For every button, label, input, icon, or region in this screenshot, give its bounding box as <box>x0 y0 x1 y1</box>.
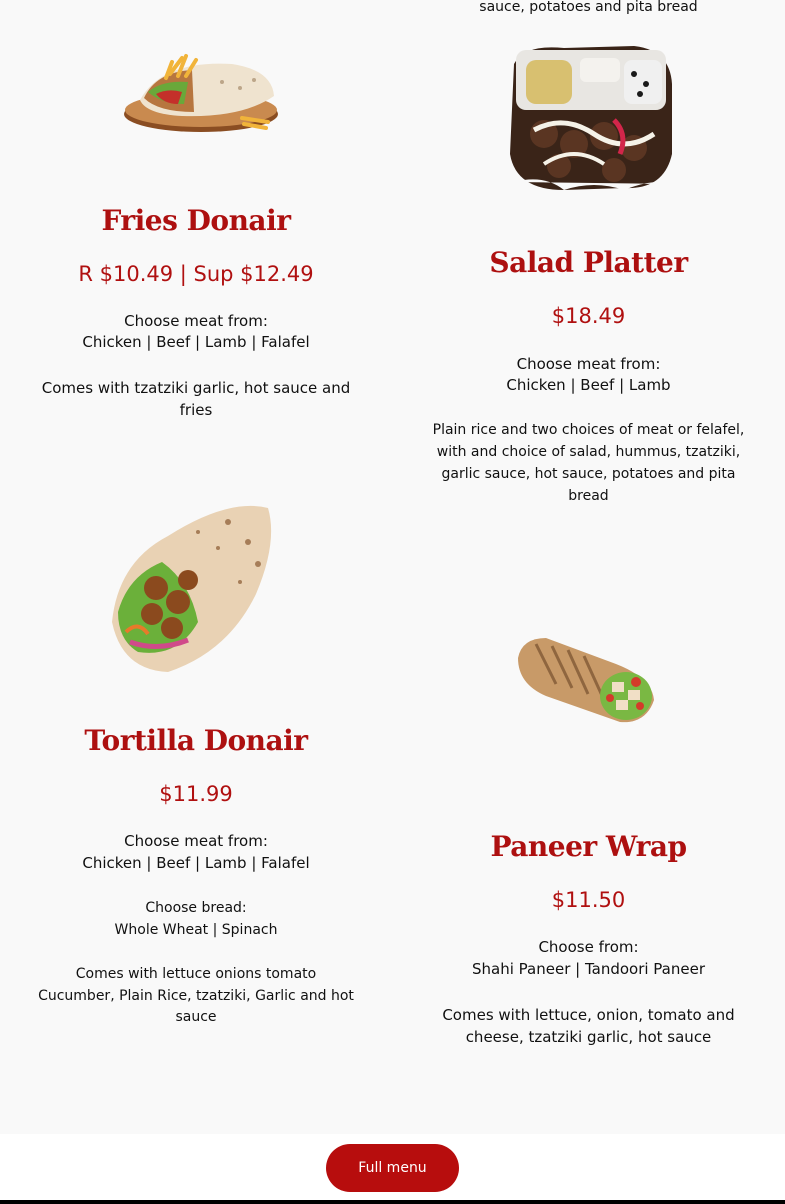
item-title: Tortilla Donair <box>84 724 308 757</box>
item-price: $18.49 <box>551 304 626 328</box>
full-menu-button[interactable]: Full menu <box>326 1144 459 1192</box>
item-desc-line: bread <box>568 488 609 504</box>
previous-item-desc-text: sauce, potatoes and pita bread <box>479 0 698 15</box>
item-desc-line: Plain rice and two choices of meat or felafel, <box>432 422 745 438</box>
choose-options: Chicken | Beef | Lamb | Falafel <box>82 854 310 872</box>
bread-label: Choose bread: <box>145 900 247 916</box>
item-desc-line: garlic sauce, hot sauce, potatoes and pita <box>441 466 736 482</box>
item-desc-line: Cucumber, Plain Rice, tzatziki, Garlic and hot <box>38 988 354 1004</box>
item-desc-line: cheese, tzatziki garlic, hot sauce <box>465 1028 712 1046</box>
choose-options: Shahi Paneer | Tandoori Paneer <box>472 960 705 978</box>
item-desc-line: Comes with lettuce, onion, tomato and <box>442 1006 735 1024</box>
menu-item-tortilla-donair <box>0 0 392 1040</box>
item-desc-line: fries <box>179 401 213 419</box>
item-title: Paneer Wrap <box>490 830 687 863</box>
choose-options: Chicken | Beef | Lamb | Falafel <box>82 333 310 351</box>
paneer-wrap-image <box>516 634 656 728</box>
item-price: $11.99 <box>159 782 233 806</box>
choose-label: Choose meat from: <box>124 312 268 330</box>
footer-bar <box>0 1134 785 1204</box>
choose-options: Chicken | Beef | Lamb <box>506 376 671 394</box>
menu-item-paneer-wrap <box>392 0 785 1060</box>
bread-options: Whole Wheat | Spinach <box>114 922 278 938</box>
choose-label: Choose meat from: <box>516 355 661 373</box>
item-price: R $10.49 | Sup $12.49 <box>78 262 314 286</box>
tortilla-donair-image <box>108 502 276 680</box>
item-desc-line: with and choice of salad, hummus, tzatziki, <box>436 444 741 460</box>
choose-label: Choose from: <box>538 938 639 956</box>
item-title: Salad Platter <box>489 246 688 279</box>
item-price: $11.50 <box>551 888 626 912</box>
bottom-divider <box>0 1200 785 1204</box>
choose-label: Choose meat from: <box>124 832 268 850</box>
item-title: Fries Donair <box>101 204 291 237</box>
item-desc-line: sauce <box>175 1009 217 1025</box>
item-desc-line: Comes with lettuce onions tomato <box>75 966 317 982</box>
item-desc-line: Comes with tzatziki garlic, hot sauce and <box>41 379 351 397</box>
